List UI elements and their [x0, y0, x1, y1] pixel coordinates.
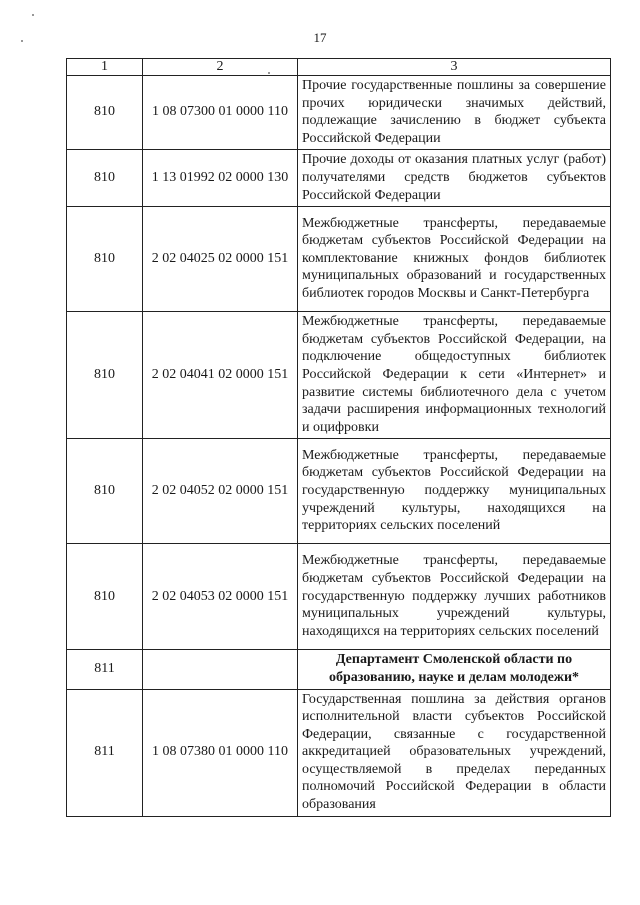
department-row	[67, 650, 611, 689]
admin-code-cell: 810	[67, 439, 143, 544]
admin-code-cell: 810	[67, 150, 143, 207]
table-row	[67, 439, 611, 544]
column-header-1: 1	[67, 59, 143, 76]
admin-code-cell: 810	[67, 544, 143, 650]
description-cell: Межбюджетные трансферты, передаваемые бюджетам субъектов Российской Федерации на государственную поддержку лучших работников муниципальных учреждений культуры, находящихся на территориях сельских поселений	[298, 544, 611, 650]
admin-code-cell: 811	[67, 650, 143, 689]
description-cell: Межбюджетные трансферты, передаваемые бюджетам субъектов Российской Федерации, на подключение общедоступных библиотек Российской Федерации к сети «Интернет» и развитие системы библиотечного дела с учетом задачи расширения информационных технологий и оцифровки	[298, 312, 611, 439]
budget-code-cell: 1 08 07380 01 0000 110	[143, 689, 298, 816]
table-row	[67, 312, 611, 439]
department-heading: Департамент Смоленской области по образованию, науке и делам молодежи*	[298, 650, 611, 689]
description-cell: Государственная пошлина за действия органов исполнительной власти субъектов Российской Федерации, связанные с государственной аккредитацией образовательных учреждений, осуществляемой в пределах переданных полномочий Российской Федерации в области образования	[298, 689, 611, 816]
admin-code-cell: 810	[67, 207, 143, 312]
table-row	[67, 689, 611, 816]
table-row	[67, 150, 611, 207]
budget-code-cell: 2 02 04041 02 0000 151	[143, 312, 298, 439]
column-header-2: 2	[143, 59, 298, 76]
description-cell: Прочие доходы от оказания платных услуг (работ) получателями средств бюджетов субъектов Российской Федерации	[298, 150, 611, 207]
scan-speck	[21, 40, 23, 42]
table-row	[67, 207, 611, 312]
budget-code-cell: 2 02 04053 02 0000 151	[143, 544, 298, 650]
description-cell: Межбюджетные трансферты, передаваемые бюджетам субъектов Российской Федерации на комплектование книжных фондов библиотек муниципальных образований и государственных библиотек городов Москвы и Санкт-Петербурга	[298, 207, 611, 312]
budget-code-cell: 2 02 04052 02 0000 151	[143, 439, 298, 544]
budget-code-cell	[143, 650, 298, 689]
revenue-codes-table	[66, 58, 611, 817]
admin-code-cell: 811	[67, 689, 143, 816]
description-cell: Прочие государственные пошлины за совершение прочих юридически значимых действий, подлежащие зачислению в бюджет субъекта Российской Федерации	[298, 76, 611, 150]
budget-code-cell: 2 02 04025 02 0000 151	[143, 207, 298, 312]
scan-speck	[32, 14, 34, 16]
budget-code-cell: 1 08 07300 01 0000 110	[143, 76, 298, 150]
table-row	[67, 544, 611, 650]
description-cell: Межбюджетные трансферты, передаваемые бюджетам субъектов Российской Федерации на государственную поддержку муниципальных учреждений культуры, находящихся на территориях сельских поселений	[298, 439, 611, 544]
table-header-row	[67, 59, 611, 76]
table-row	[67, 76, 611, 150]
column-header-3: 3	[298, 59, 611, 76]
page-number: 17	[313, 30, 327, 45]
budget-code-cell: 1 13 01992 02 0000 130	[143, 150, 298, 207]
admin-code-cell: 810	[67, 312, 143, 439]
admin-code-cell: 810	[67, 76, 143, 150]
